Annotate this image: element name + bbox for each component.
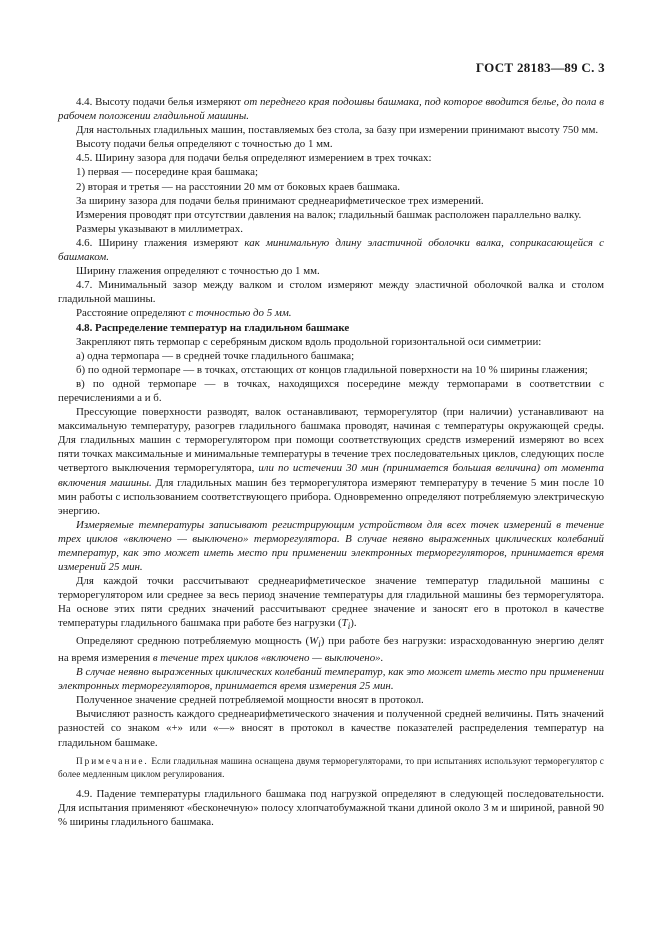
note: [58, 755, 604, 781]
note-text: Если гладильная машина оснащена двумя терморегуляторами, то при испытаниях используют терморегулятор с более медленным циклом регулирования.: [58, 755, 604, 779]
paragraph: Измерения проводят при отсутствии давления на валок; гладильный башмак расположен параллельно валку.: [76, 208, 582, 221]
text-run: Для гладильных машин без терморегулятора измеряют температуру в течение 5 мин после 10 мин работы с использованием соответствующего прибора. Одновременно определяют потребляемую электрическую энергию.: [58, 476, 604, 517]
paragraph: Полученное значение средней потребляемой мощности вносят в протокол.: [76, 694, 424, 707]
paragraph-4-7: 4.7. Минимальный зазор между валком и столом измеряют между эластичной оболочкой валка и столом гладильной машины.: [58, 279, 604, 306]
note-label: Примечание.: [76, 755, 149, 766]
paragraph: [58, 634, 604, 665]
paragraph: Закрепляют пять термопар с серебряным диском вдоль продольной горизонтальной оси симметрии:: [76, 335, 542, 348]
list-item: б) по одной термопаре — в точках, отстающих от концов гладильной поверхности на 10 % ширины глажения;: [76, 363, 588, 376]
text-run: Для каждой точки рассчитывают среднеарифметическое значение температур гладильной машины с терморегулятором или среднее за весь период значение температуры для гладильной машины без терморегулятора. На основе этих пяти средних значений рассчитывают среднее значение и заносят его в протокол в качестве температуры гладильного башмака при работе без нагрузки (: [58, 575, 604, 630]
paragraph: [58, 306, 604, 320]
text-run: 4.6. Ширину глажения измеряют: [76, 236, 245, 249]
text-run: 4.4. Высоту подачи белья измеряют: [76, 96, 244, 108]
list-item: 1) первая — посередине края башмака;: [76, 166, 259, 179]
italic-run: от переднего края подошвы башмака, под которое вводится белье, до пола в рабочем положении гладильной машины.: [58, 96, 604, 123]
paragraph-4-5: 4.5. Ширину зазора для подачи белья определяют измерением в трех точках:: [76, 152, 432, 165]
subscript: i: [318, 638, 321, 649]
text-run: Расстояние определяют: [76, 307, 189, 320]
page-header: ГОСТ 28183—89 С. 3: [475, 60, 605, 75]
document-body: [58, 95, 604, 829]
paragraph: Ширину глажения определяют с точностью до 1 мм.: [76, 265, 320, 278]
paragraph: За ширину зазора для подачи белья принимают среднеарифметическое трех измерений.: [76, 194, 484, 207]
symbol-T: T: [341, 617, 348, 630]
text-run: Определяют среднюю потребляемую мощность (: [76, 634, 310, 647]
paragraph: Вычисляют разность каждого среднеарифметического значения и полученной средней величины. Пять значений разностей со знаком «+» или «—» вносят в протокол в качестве показателей распределения температур на гладильном башмаке.: [58, 708, 604, 749]
paragraph-4-6: [58, 236, 604, 264]
text-run: ) при работе без нагрузки: израсходованную энергию делят на время измерения: [58, 634, 604, 664]
italic-run: с точностью до 5 мм.: [188, 307, 292, 320]
paragraph-4-9: 4.9. Падение температуры гладильного башмака под нагрузкой определяют в следующей последовательности. Для испытания применяют «бесконечную» полосу хлопчатобумажной ткани длиной около 3 м и шириной, равной 90 % ширины гладильного башмака.: [58, 787, 604, 828]
symbol-W: W: [309, 634, 319, 647]
list-item: 2) вторая и третья — на расстоянии 20 мм от боковых краев башмака.: [76, 180, 400, 193]
section-heading-4-8: 4.8. Распределение температур на гладильном башмаке: [76, 321, 350, 334]
italic-run: или по истечении 30 мин (принимается большая величина) от момента включения машины.: [58, 462, 605, 489]
paragraph-4-4: [58, 95, 604, 123]
paragraph: Размеры указывают в миллиметрах.: [76, 222, 243, 235]
italic-run: как минимальную длину эластичной оболочки валка, соприкасающейся с башмаком.: [58, 236, 604, 264]
paragraph: Для настольных гладильных машин, поставляемых без стола, за базу при измерении принимают высоту 750 мм.: [76, 124, 599, 137]
italic-paragraph: Измеряемые температуры записывают регистрирующим устройством для всех точек измерений в течение трех циклов «включено — выключено» терморегулятора. В случае неявно выраженных циклических колебаний температур, как это может иметь место при применении электронных терморегуляторов, принимается время измерений 25 мин.: [58, 518, 604, 574]
list-item: а) одна термопара — в средней точке гладильного башмака;: [76, 349, 355, 362]
paragraph: [58, 574, 604, 634]
text-run: ).: [350, 617, 357, 630]
italic-paragraph: В случае неявно выраженных циклических колебаний температур, как это может иметь место при применении электронных терморегуляторов, принимается время измерения 25 мин.: [58, 666, 604, 693]
paragraph: Высоту подачи белья определяют с точностью до 1 мм.: [76, 138, 333, 151]
list-item: в) по одной термопаре — в точках, находящихся посередине между термопарами в соответствии с перечислениями а и б.: [58, 377, 604, 404]
subscript: i: [347, 621, 351, 632]
text-run: Прессующие поверхности разводят, валок останавливают, терморегулятор (при наличии) устанавливают на максимальную температуру, разогрев гладильного башмака проводят, начиная с температуры окружающей среды. Для гладильных машин с терморегулятором при помощи соответствующих средств измерений измеряют во всех пяти точках максимальные и минимальные температуры в течение трех последовательных циклов, следующих после четвертого выключения терморегулятора,: [58, 406, 604, 475]
italic-run: в течение трех циклов «включено — выключено».: [152, 652, 384, 664]
paragraph: [58, 405, 604, 518]
